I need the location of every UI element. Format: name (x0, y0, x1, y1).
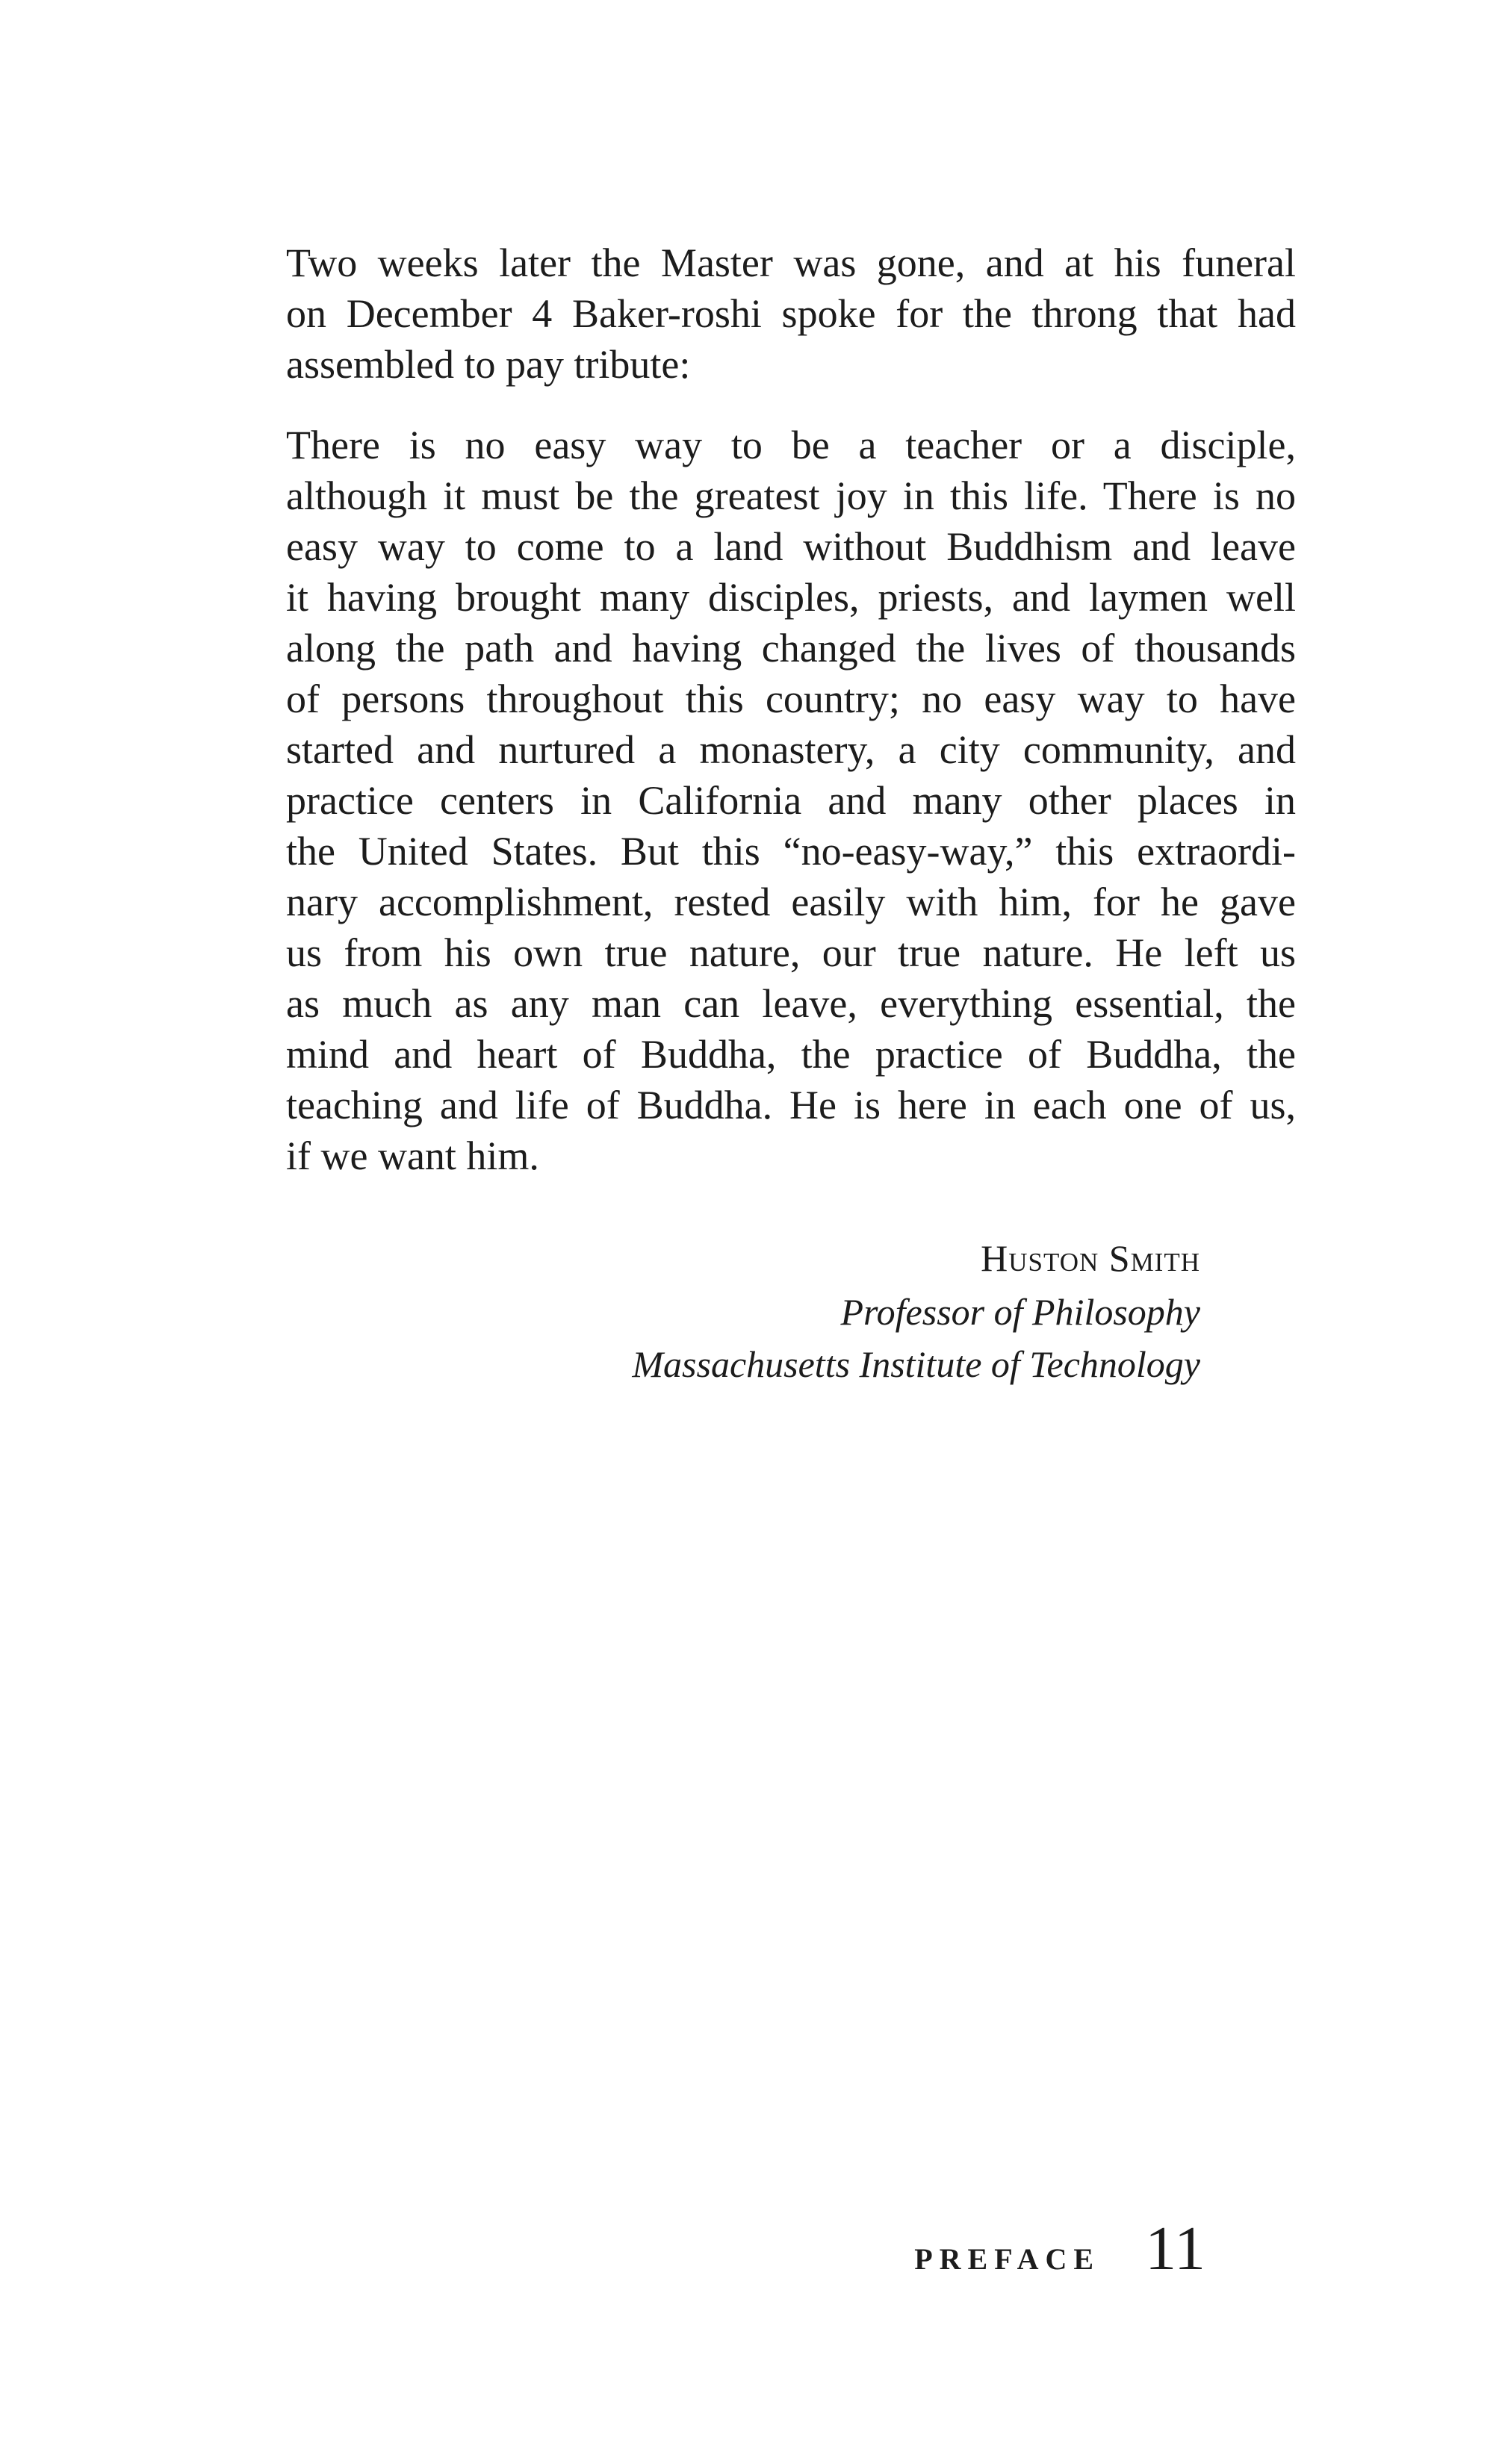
quote-line: practice centers in California and many other places in (286, 778, 1296, 823)
quote-line: if we want him. (286, 1133, 539, 1178)
section-label: PREFACE (914, 2242, 1101, 2276)
quote-line: teaching and life of Buddha. He is here in each one of us, (286, 1083, 1296, 1127)
quote-line: the United States. But this “no-easy-way,” this extraordi- (286, 829, 1296, 874)
page-footer (914, 2214, 1205, 2283)
page-number: 11 (1145, 2214, 1205, 2283)
quote-line: There is no easy way to be a teacher or a disciple, (286, 423, 1296, 467)
quote-line: although it must be the greatest joy in this life. There is no (286, 473, 1296, 518)
author-title: Professor of Philosophy (840, 1291, 1200, 1333)
quote-line: us from his own true nature, our true nature. He left us (286, 930, 1296, 975)
quote-line: mind and heart of Buddha, the practice of Buddha, the (286, 1032, 1296, 1077)
author-institution: Massachusetts Institute of Technology (632, 1343, 1200, 1385)
intro-line: on December 4 Baker-roshi spoke for the throng that had (286, 291, 1296, 336)
quote-line: easy way to come to a land without Buddhism and leave (286, 524, 1296, 569)
quote-line: as much as any man can leave, everything essential, the (286, 981, 1296, 1026)
quote-line: along the path and having changed the lives of thousands (286, 626, 1296, 671)
quote-line: nary accomplishment, rested easily with him, for he gave (286, 880, 1296, 924)
quote-line: of persons throughout this country; no easy way to have (286, 676, 1296, 721)
intro-line: Two weeks later the Master was gone, and at his funeral (286, 240, 1296, 285)
author-name: Huston Smith (981, 1237, 1200, 1279)
quote-line: started and nurtured a monastery, a city community, and (286, 727, 1296, 772)
quote-line: it having brought many disciples, priests, and laymen well (286, 575, 1296, 620)
intro-line: assembled to pay tribute: (286, 342, 691, 387)
